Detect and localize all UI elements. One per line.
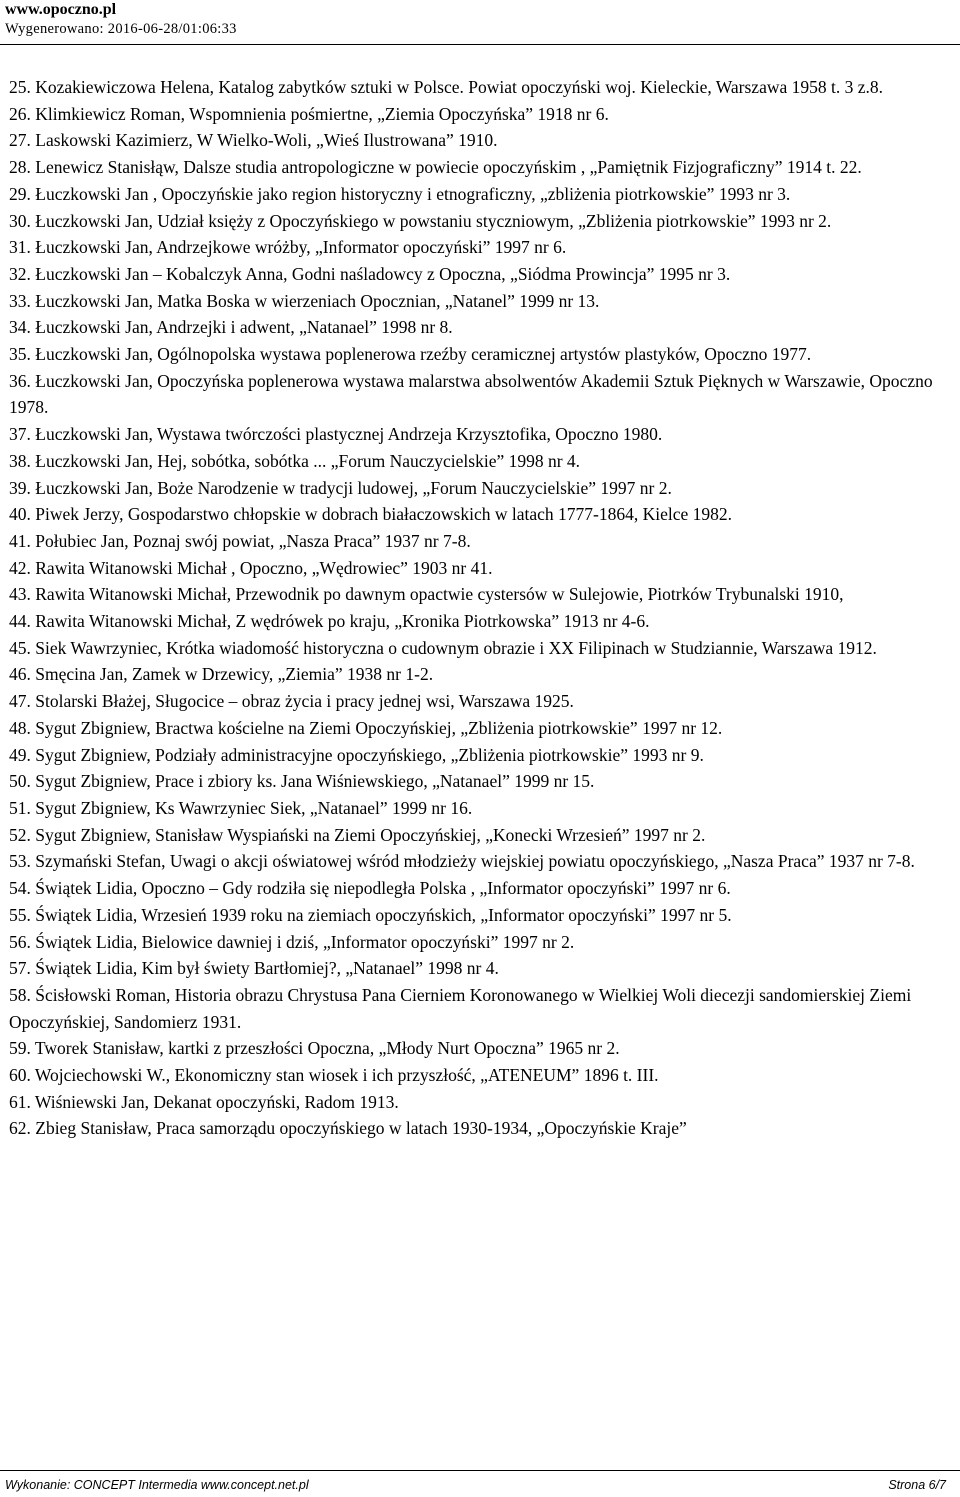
- bibliography-entry: 34. Łuczkowski Jan, Andrzejki i adwent, „Natanael” 1998 nr 8.: [9, 317, 453, 338]
- footer-divider: [0, 1470, 960, 1471]
- bibliography-entry: 55. Świątek Lidia, Wrzesień 1939 roku na ziemiach opoczyńskich, „Informator opoczyński” 1997 nr 5.: [9, 904, 732, 925]
- bibliography-entry: 52. Sygut Zbigniew, Stanisław Wyspiański na Ziemi Opoczyńskiej, „Konecki Wrzesień” 1997 nr 2.: [9, 824, 706, 845]
- bibliography-entry: 31. Łuczkowski Jan, Andrzejkowe wróżby, „Informator opoczyński” 1997 nr 6.: [9, 237, 567, 258]
- bibliography-entry: 45. Siek Wawrzyniec, Krótka wiadomość historyczna o cudownym obrazie i XX Filipinach w Studziannie, Warszawa 1912.: [9, 637, 877, 658]
- page-header: [5, 0, 237, 39]
- bibliography-entry: 51. Sygut Zbigniew, Ks Wawrzyniec Siek, „Natanael” 1999 nr 16.: [9, 797, 473, 818]
- bibliography-entry: 40. Piwek Jerzy, Gospodarstwo chłopskie w dobrach białaczowskich w latach 1777-1864, Kielce 1982.: [9, 504, 732, 525]
- footer-credit: Wykonanie: CONCEPT Intermedia www.concept.net.pl: [5, 1478, 309, 1492]
- bibliography-entry: 57. Świątek Lidia, Kim był świety Bartłomiej?, „Natanael” 1998 nr 4.: [9, 958, 499, 979]
- bibliography-entry: 62. Zbieg Stanisław, Praca samorządu opoczyńskiego w latach 1930-1934, „Opoczyńskie Kraje”: [9, 1118, 687, 1139]
- bibliography-entry: 37. Łuczkowski Jan, Wystawa twórczości plastycznej Andrzeja Krzysztofika, Opoczno 1980.: [9, 424, 663, 445]
- bibliography-entry: 60. Wojciechowski W., Ekonomiczny stan wiosek i ich przyszłość, „ATENEUM” 1896 t. III.: [9, 1065, 659, 1086]
- bibliography-entry: 46. Smęcina Jan, Zamek w Drzewicy, „Ziemia” 1938 nr 1-2.: [9, 664, 434, 685]
- bibliography-entry: 56. Świątek Lidia, Bielowice dawniej i dziś, „Informator opoczyński” 1997 nr 2.: [9, 931, 575, 952]
- bibliography-list: [9, 74, 957, 1142]
- bibliography-entry: 38. Łuczkowski Jan, Hej, sobótka, sobótka ... „Forum Nauczycielskie” 1998 nr 4.: [9, 450, 581, 471]
- bibliography-entry: 43. Rawita Witanowski Michał, Przewodnik po dawnym opactwie cystersów w Sulejowie, Piotrków Trybunalski 1910,: [9, 584, 844, 605]
- page-number: Strona 6/7: [888, 1478, 946, 1492]
- site-url: www.opoczno.pl: [5, 1, 117, 18]
- bibliography-entry: 33. Łuczkowski Jan, Matka Boska w wierzeniach Opocznian, „Natanel” 1999 nr 13.: [9, 290, 600, 311]
- bibliography-entry: 53. Szymański Stefan, Uwagi o akcji oświatowej wśród młodzieży wiejskiej powiatu opoczyńskiego, „Nasza Praca” 1937 nr 7-8.: [9, 851, 915, 872]
- bibliography-entry: 39. Łuczkowski Jan, Boże Narodzenie w tradycji ludowej, „Forum Nauczycielskie” 1997 nr 2.: [9, 477, 672, 498]
- bibliography-entry: 25. Kozakiewiczowa Helena, Katalog zabytków sztuki w Polsce. Powiat opoczyński woj. Kieleckie, Warszawa 1958 t. 3 z.8.: [9, 77, 883, 97]
- bibliography-entry: 28. Lenewicz Stanisłąw, Dalsze studia antropologiczne w powiecie opoczyńskim , „Pamiętnik Fizjograficzny” 1914 t. 22.: [9, 157, 862, 178]
- bibliography-entry: 59. Tworek Stanisław, kartki z przeszłości Opoczna, „Młody Nurt Opoczna” 1965 nr 2.: [9, 1038, 620, 1059]
- bibliography-entry: 42. Rawita Witanowski Michał , Opoczno, „Wędrowiec” 1903 nr 41.: [9, 557, 493, 578]
- bibliography-entry: 35. Łuczkowski Jan, Ogólnopolska wystawa poplenerowa rzeźby ceramicznej artystów plastyków, Opoczno 1977.: [9, 344, 812, 365]
- bibliography-entry: 61. Wiśniewski Jan, Dekanat opoczyński, Radom 1913.: [9, 1091, 399, 1112]
- bibliography-entry: 26. Klimkiewicz Roman, Wspomnienia pośmiertne, „Ziemia Opoczyńska” 1918 nr 6.: [9, 103, 609, 124]
- bibliography-entry: 54. Świątek Lidia, Opoczno – Gdy rodziła się niepodległa Polska , „Informator opoczyński” 1997 nr 6.: [9, 878, 731, 899]
- bibliography-entry: 27. Laskowski Kazimierz, W Wielko-Woli, „Wieś Ilustrowana” 1910.: [9, 130, 498, 151]
- bibliography-entry: 44. Rawita Witanowski Michał, Z wędrówek po kraju, „Kronika Piotrkowska” 1913 nr 4-6.: [9, 611, 650, 632]
- bibliography-entry: 36. Łuczkowski Jan, Opoczyńska poplenerowa wystawa malarstwa absolwentów Akademii Sztuk Pięknych w Warszawie, Opoczno 1978.: [9, 370, 933, 418]
- bibliography-entry: 48. Sygut Zbigniew, Bractwa kościelne na Ziemi Opoczyńskiej, „Zbliżenia piotrkowskie” 1997 nr 12.: [9, 717, 723, 738]
- bibliography-entry: 47. Stolarski Błażej, Sługocice – obraz życia i pracy jednej wsi, Warszawa 1925.: [9, 691, 574, 712]
- bibliography-entry: 41. Połubiec Jan, Poznaj swój powiat, „Nasza Praca” 1937 nr 7-8.: [9, 530, 471, 551]
- generated-timestamp: Wygenerowano: 2016-06-28/01:06:33: [5, 21, 237, 37]
- bibliography-entry: 30. Łuczkowski Jan, Udział księży z Opoczyńskiego w powstaniu styczniowym, „Zbliżenia piotrkowskie” 1993 nr 2.: [9, 210, 832, 231]
- bibliography-entry: 32. Łuczkowski Jan – Kobalczyk Anna, Godni naśladowcy z Opoczna, „Siódma Prowincja” 1995 nr 3.: [9, 263, 731, 284]
- header-divider: [0, 44, 960, 45]
- bibliography-entry: 49. Sygut Zbigniew, Podziały administracyjne opoczyńskiego, „Zbliżenia piotrkowskie” 1993 nr 9.: [9, 744, 704, 765]
- bibliography-entry: 50. Sygut Zbigniew, Prace i zbiory ks. Jana Wiśniewskiego, „Natanael” 1999 nr 15.: [9, 771, 595, 792]
- bibliography-entry: 29. Łuczkowski Jan , Opoczyńskie jako region historyczny i etnograficzny, „zbliżenia piotrkowskie” 1993 nr 3.: [9, 183, 791, 204]
- bibliography-entry: 58. Ścisłowski Roman, Historia obrazu Chrystusa Pana Cierniem Koronowanego w Wielkiej Woli diecezji sandomierskiej Ziemi Opoczyńskiej, Sandomierz 1931.: [9, 984, 912, 1032]
